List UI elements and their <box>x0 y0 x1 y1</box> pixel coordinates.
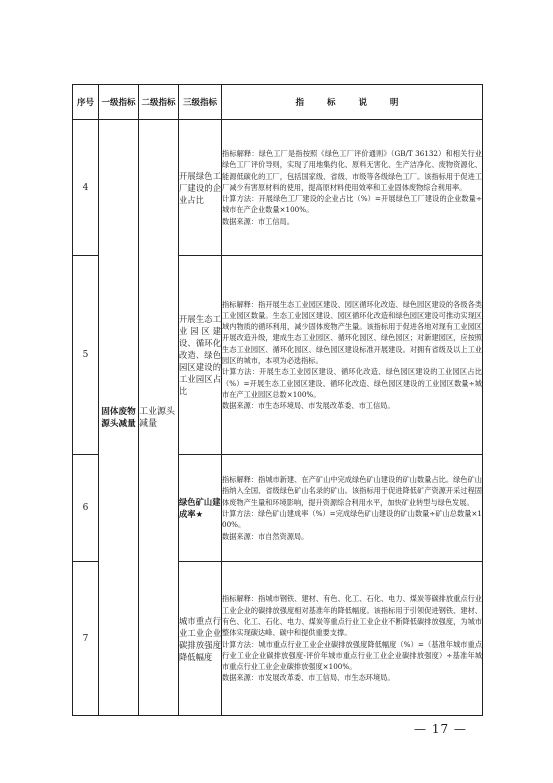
table-header-row <box>73 85 483 120</box>
desc-source: 数据来源：市自然资源局。 <box>222 531 309 541</box>
desc-source: 数据来源：市发展改革委、市工信局、市生态环境局。 <box>222 673 395 683</box>
page-number: — 17 — <box>414 722 467 736</box>
desc-calculation: 计算方法：开展生态工业园区建设、循环化改造、绿色园区建设的工业园区占比（%）=开展生态工业园区建设、循环化改造、绿色园区建设的工业园区数量÷城市在产工业园区总数×100%。 <box>222 367 482 399</box>
level3-cell: 城市重点行业工业企业碳排放强度降低幅度 <box>179 562 222 716</box>
description-cell <box>222 562 483 716</box>
indicator-table <box>72 84 483 716</box>
desc-source: 数据来源：市工信局。 <box>222 216 294 226</box>
header-level3: 三级指标 <box>179 85 222 120</box>
table-row <box>73 120 483 256</box>
level3-cell: 开展绿色工厂建设的企业占比 <box>179 120 222 256</box>
level2-cell: 工业源头减量 <box>139 120 179 716</box>
desc-explanation: 指标解释：指城市钢铁、建材、有色、化工、石化、电力、煤炭等碳排放重点行业工业企业的碳排放强度相对基准年的降低幅度。该指标用于引领促进钢铁、建材、有色、化工、石化、电力、煤炭等重点行业工业企业不断降低碳排放强度，为城市整体实现碳达峰、碳中和提供重要支撑。 <box>222 594 482 638</box>
desc-source: 数据来源：市生态环境局、市发展改革委、市工信局。 <box>222 401 395 411</box>
desc-explanation: 指标解释：绿色工厂是指按照《绿色工厂评价通则》（GB/T 36132）和相关行业绿色工厂评价导则，实现了用地集约化、原料无害化、生产洁净化、废物资源化、能源低碳化的工厂，包括国家级、省级、市级等各级绿色工厂。该指标用于促进工厂减少有害原材料的使用，提高原材料使用效率和工业固体废物综合利用率。 <box>222 148 482 192</box>
level3-cell: 开展生态工业园区建设、循环化改造、绿色园区建设的工业园区占比 <box>179 256 222 455</box>
row-number: 4 <box>73 120 99 256</box>
description-cell <box>222 120 483 256</box>
description-cell <box>222 455 483 562</box>
level1-cell: 固体废物源头减量 <box>99 120 139 716</box>
row-number: 6 <box>73 455 99 562</box>
desc-explanation: 指标解释：指开展生态工业园区建设、园区循环化改造、绿色园区建设的各级各类工业园区数量。生态工业园区建设、园区循环化改造和绿色园区建设可推动实现区域内物质的循环利用，减少固体废物产生量。该指标用于促进各地对现有工业园区开展改造升级，建成生态工业园区、循环化园区、绿色园区；对新建园区，应按照生态工业园区、循环化园区、绿色园区建设标准开展建设。对拥有省级及以上工业园区的城市，本项为必选指标。 <box>222 299 482 365</box>
desc-calculation: 计算方法：开展绿色工厂建设的企业占比（%）=开展绿色工厂建设的企业数量÷城市在产企业数量×100%。 <box>222 194 482 215</box>
description-cell <box>222 256 483 455</box>
header-level2: 二级指标 <box>139 85 179 120</box>
row-number: 7 <box>73 562 99 716</box>
row-number: 5 <box>73 256 99 455</box>
header-no: 序号 <box>73 85 99 120</box>
header-level1: 一级指标 <box>99 85 139 120</box>
desc-calculation: 计算方法：绿色矿山建成率（%）=完成绿色矿山建设的矿山数量÷矿山总数量×100%。 <box>222 509 482 530</box>
desc-calculation: 计算方法：城市重点行业工业企业碳排放强度降低幅度（%）=（基准年城市重点行业工业企业碳排放强度-评价年城市重点行业工业企业碳排放强度）÷基准年城市重点行业工业企业碳排放强度×100%。 <box>222 639 482 672</box>
header-description: 指 标 说 明 <box>222 85 483 120</box>
desc-explanation: 指标解释：指城市新建、在产矿山中完成绿色矿山建设的矿山数量占比。绿色矿山指纳入全国、省级绿色矿山名录的矿山。该指标用于促进降低矿产资源开采过程固体废物产生量和环境影响，提升资源综合利用水平，加快矿业转型与绿色发展。 <box>222 475 482 507</box>
level3-cell: 绿色矿山建成率★ <box>179 455 222 562</box>
